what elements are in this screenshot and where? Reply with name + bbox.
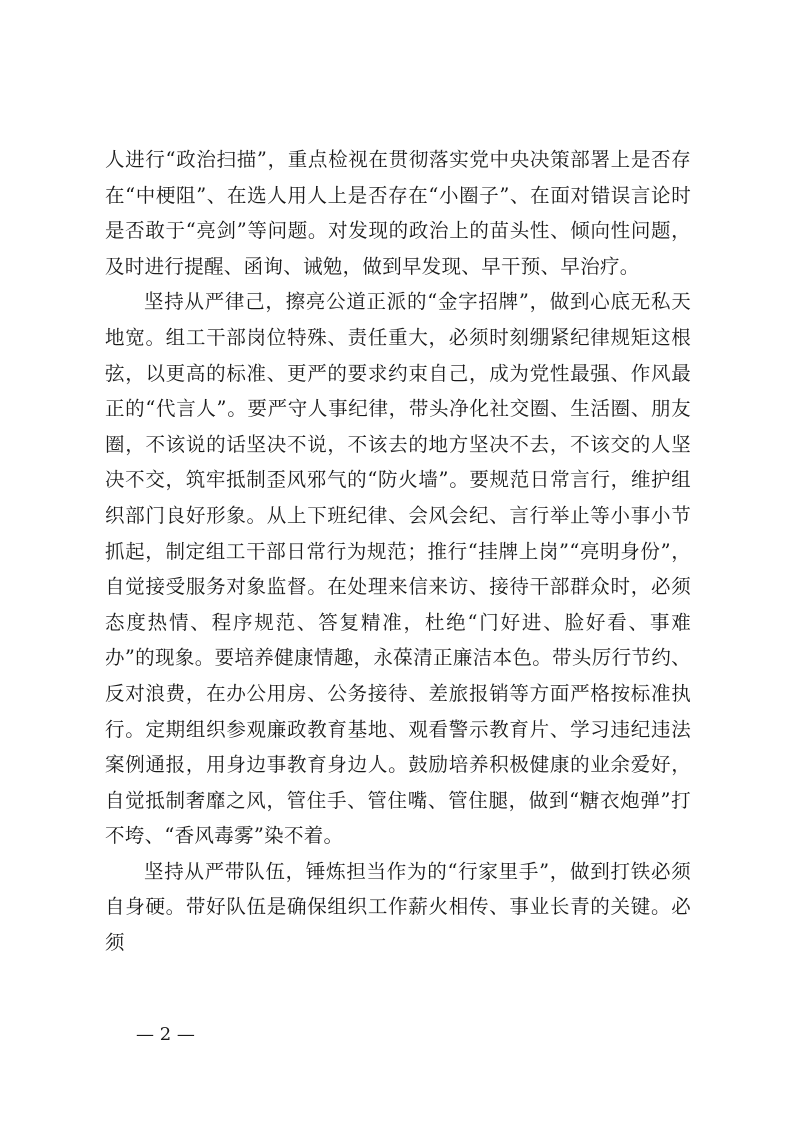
page-number: — 2 — [136,1024,195,1045]
paragraph-1: 人进行“政治扫描”，重点检视在贯彻落实党中央决策部署上是否存在“中梗阻”、在选人用人上是否存在“小圈子”、在面对错误言论时是否敢于“亮剑”等问题。对发现的政治上的苗头性、倾向性问题，及时进行提醒、函询、诫勉，做到早发现、早干预、早治疗。 [105,148,691,278]
paragraph-3: 坚持从严带队伍，锤炼担当作为的“行家里手”，做到打铁必须自身硬。带好队伍是确保组织工作薪火相传、事业长青的关键。必须 [105,859,691,955]
paragraph-2: 坚持从严律己，擦亮公道正派的“金字招牌”，做到心底无私天地宽。组工干部岗位特殊、责任重大，必须时刻绷紧纪律规矩这根弦，以更高的标准、更严的要求约束自己，成为党性最强、作风最正的“代言人”。要严守人事纪律，带头净化社交圈、生活圈、朋友圈，不该说的话坚决不说，不该去的地方坚决不去，不该交的人坚决不交，筑牢抵制歪风邪气的“防火墙”。要规范日常言行，维护组织部门良好形象。从上下班纪律、会风会纪、言行举止等小事小节抓起，制定组工干部日常行为规范；推行“挂牌上岗”“亮明身份”，自觉接受服务对象监督。在处理来信来访、接待干部群众时，必须态度热情、程序规范、答复精准，杜绝“门好进、脸好看、事难办”的现象。要培养健康情趣，永葆清正廉洁本色。带头厉行节约、反对浪费，在办公用房、公务接待、差旅报销等方面严格按标准执行。定期组织参观廉政教育基地、观看警示教育片、学习违纪违法案例通报，用身边事教育身边人。鼓励培养积极健康的业余爱好，自觉抵制奢靡之风，管住手、管住嘴、管住腿，做到“糖衣炮弹”打不垮、“香风毒雾”染不着。 [105,290,691,848]
document-body [105,142,691,961]
